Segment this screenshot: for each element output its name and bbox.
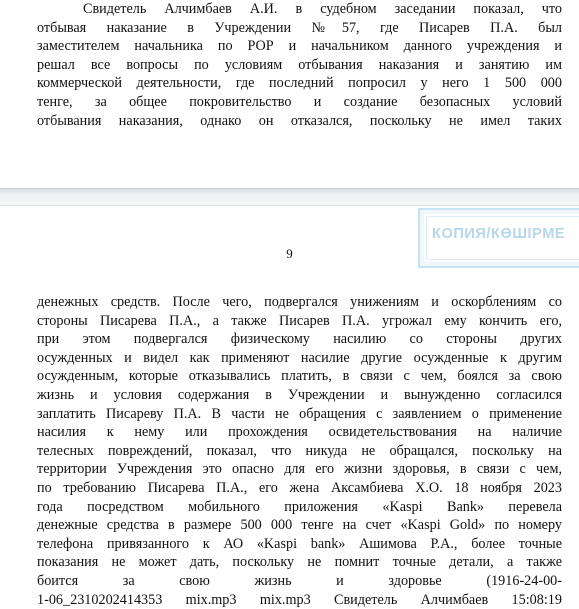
text-line: при этом подвергался физическому насилию со стороны других xyxy=(37,330,562,349)
text-line: заплатить Писареву П.А. В части не обращения с заявлением о применение xyxy=(37,405,562,424)
text-line: телесных повреждений, показал, что никуда не обращался, поскольку на xyxy=(37,442,562,461)
text-line: отбывая наказание в Учреждении №57, где Писарев П.А. был xyxy=(37,19,562,38)
text-line: коммерческой деятельности, где последний попросил у него 1 500 000 xyxy=(37,74,562,93)
text-line: осужденных и видел как применяют насилие другие осужденные к другим xyxy=(37,349,562,368)
text-line: осужденным, которые отказывались платить, в связи с чем, боялся за свою xyxy=(37,367,562,386)
text-line: тенге, за общее покровительство и создание безопасных условий xyxy=(37,93,562,112)
text-line: решал все вопросы по условиям отбывания наказания и занятию им xyxy=(37,56,562,75)
text-line: заместителем начальника по РОР и начальником данного учреждения и xyxy=(37,37,562,56)
text-line: показания не может дать, поскольку не помнит точные детали, а также xyxy=(37,553,562,572)
text-line: телефона привязанного к АО «Kaspi bank» Ашимова Р.А., более точные xyxy=(37,535,562,554)
page-separator xyxy=(0,188,579,206)
text-line: года посредством мобильного приложения «Kaspi Bank» перевела xyxy=(37,498,562,517)
page-8-body-text xyxy=(37,0,562,130)
text-line: 1-06_2310202414353 mix.mp3 mix.mp3 Свидетель Алчимбаев 15:08:19 xyxy=(37,591,562,609)
page-number: 9 xyxy=(0,246,579,262)
document-page-9 xyxy=(0,206,579,600)
text-line: боится за свою жизнь и здоровье (1916-24-00- xyxy=(37,572,562,591)
document-page-8 xyxy=(0,0,579,188)
text-line: по требованию Писарева П.А., его жена Аксамбиева Х.О. 18 ноября 2023 xyxy=(37,479,562,498)
text-line: денежные средства в размере 500 000 тенге на счет «Kaspi Gold» по номеру xyxy=(37,516,562,535)
text-line: денежных средств. После чего, подвергался унижениям и оскорблениям со xyxy=(37,293,562,312)
copy-stamp-label: КОПИЯ/КӨШІРМЕ xyxy=(432,226,565,242)
page-9-body-text xyxy=(37,293,562,609)
text-line: насилия к нему или прохождения освидетельствования на наличие xyxy=(37,423,562,442)
text-line: стороны Писарева П.А., а также Писарев П.А. угрожал ему кончить его, xyxy=(37,312,562,331)
text-line: жизнь и условия содержания в Учреждении и вынужденно согласился xyxy=(37,386,562,405)
text-line: Свидетель Алчимбаев А.И. в судебном заседании показал, что xyxy=(37,0,562,19)
text-line: территории Учреждения это опасно для его жизни здоровья, в связи с чем, xyxy=(37,460,562,479)
text-line: отбывания наказания, однако он отказался, поскольку не имел таких xyxy=(37,112,562,131)
